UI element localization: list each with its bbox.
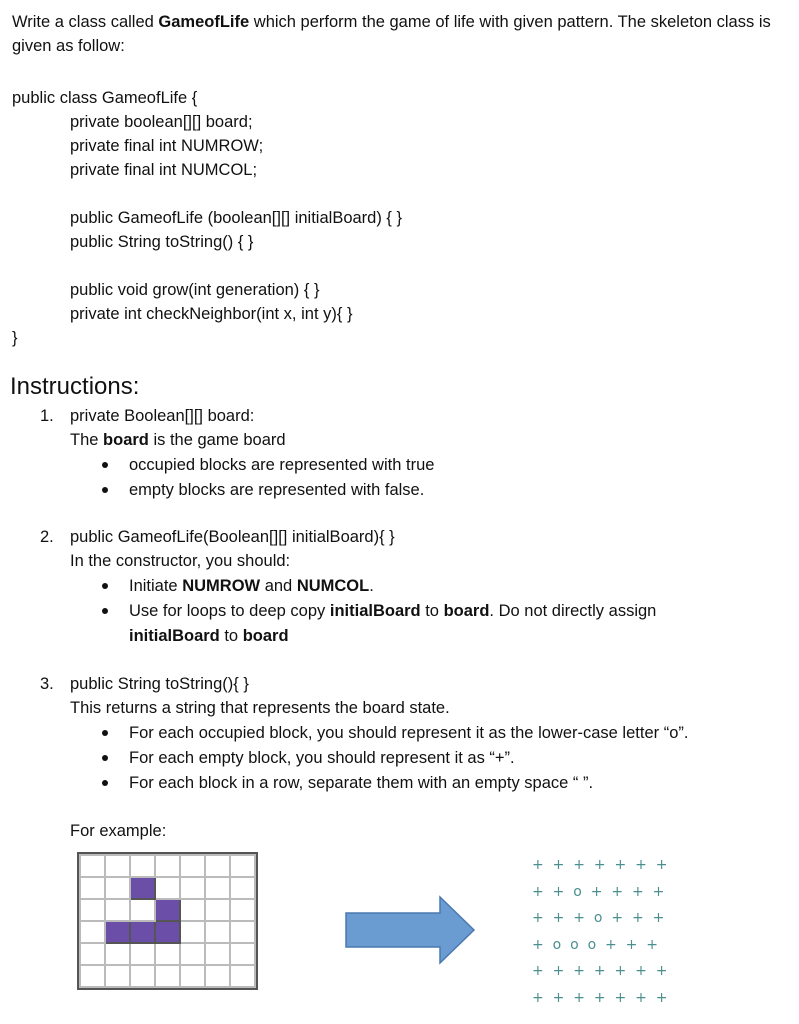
code-skeleton — [12, 86, 402, 350]
grid-cell-empty — [180, 855, 205, 877]
item-description: The board is the game board — [70, 431, 286, 449]
grid-row — [80, 921, 255, 943]
item-number: 3. — [40, 675, 54, 693]
grid-cell-empty — [230, 877, 255, 899]
item-number: 1. — [40, 407, 54, 425]
intro-paragraph — [12, 10, 792, 58]
grid-cell-occupied — [130, 877, 155, 899]
grid-cell-empty — [230, 921, 255, 943]
method-line: public String toString() { } — [70, 233, 254, 251]
grid-row — [80, 943, 255, 965]
instructions-heading: Instructions: — [10, 373, 140, 400]
grid-cell-empty — [230, 965, 255, 987]
item-title: private Boolean[][] board: — [70, 407, 255, 425]
field-line: private final int NUMCOL; — [70, 161, 258, 179]
grid-row — [80, 855, 255, 877]
bullet-dot-icon — [102, 730, 108, 736]
grid-cell-empty — [180, 877, 205, 899]
grid-cell-empty — [130, 855, 155, 877]
grid-row — [80, 877, 255, 899]
method-line: public void grow(int generation) { } — [70, 281, 320, 299]
grid-cell-empty — [105, 965, 130, 987]
method-line: public GameofLife (boolean[][] initialBoard) { } — [70, 209, 403, 227]
item-description: This returns a string that represents the board state. — [70, 699, 450, 717]
grid-row — [80, 899, 255, 921]
grid-cell-empty — [105, 877, 130, 899]
intro-class-name: GameofLife — [158, 13, 250, 31]
grid-cell-empty — [205, 899, 230, 921]
example-label: For example: — [70, 822, 167, 840]
grid-cell-empty — [155, 965, 180, 987]
bullet-dot-icon — [102, 780, 108, 786]
grid-cell-empty — [80, 877, 105, 899]
grid-cell-empty — [180, 899, 205, 921]
grid-cell-empty — [205, 921, 230, 943]
bullet-dot-icon — [102, 487, 108, 493]
grid-cell-empty — [80, 921, 105, 943]
field-line: private final int NUMROW; — [70, 137, 264, 155]
output-line: + + + o + + + — [532, 910, 665, 927]
grid-cell-empty — [205, 965, 230, 987]
grid-cell-occupied — [155, 921, 180, 943]
example-board-grid — [77, 852, 258, 990]
grid-cell-empty — [155, 855, 180, 877]
grid-cell-empty — [155, 877, 180, 899]
grid-cell-empty — [105, 899, 130, 921]
grid-cell-empty — [80, 965, 105, 987]
grid-cell-empty — [180, 965, 205, 987]
grid-cell-empty — [205, 877, 230, 899]
grid-cell-occupied — [155, 899, 180, 921]
output-line: + + o + + + + — [532, 883, 665, 900]
grid-cell-empty — [105, 943, 130, 965]
grid-cell-empty — [80, 855, 105, 877]
grid-cell-empty — [130, 899, 155, 921]
grid-cell-empty — [230, 855, 255, 877]
grid-cell-empty — [155, 943, 180, 965]
grid-cell-empty — [180, 921, 205, 943]
grid-cell-occupied — [130, 921, 155, 943]
grid-cell-empty — [130, 965, 155, 987]
output-line: + + + + + + + — [532, 857, 668, 873]
grid-cell-empty — [205, 943, 230, 965]
grid-row — [80, 965, 255, 987]
output-line: + + + + + + + — [532, 989, 668, 1006]
item-title: public String toString(){ } — [70, 675, 249, 693]
class-close-brace: } — [12, 329, 18, 347]
grid-cell-empty — [230, 899, 255, 921]
item-number: 2. — [40, 528, 54, 546]
example-output — [532, 852, 668, 1012]
bullet-dot-icon — [102, 462, 108, 468]
grid-cell-empty — [80, 943, 105, 965]
grid-cell-occupied — [105, 921, 130, 943]
bullet-dot-icon — [102, 583, 108, 589]
method-line: private int checkNeighbor(int x, int y){ } — [70, 305, 353, 323]
grid-cell-empty — [180, 943, 205, 965]
output-line: + + + + + + + — [532, 963, 668, 980]
field-line: private boolean[][] board; — [70, 113, 253, 131]
bullet-dot-icon — [102, 755, 108, 761]
grid-cell-empty — [230, 943, 255, 965]
grid-cell-empty — [205, 855, 230, 877]
bullet-dot-icon — [102, 608, 108, 614]
item-description: In the constructor, you should: — [70, 552, 291, 570]
grid-cell-empty — [130, 943, 155, 965]
intro-text-suffix: which perform the game of life with given pattern. The skeleton class is given as follow: — [12, 13, 771, 55]
item-title: public GameofLife(Boolean[][] initialBoard){ } — [70, 528, 395, 546]
grid-cell-empty — [80, 899, 105, 921]
intro-text: Write a class called — [12, 13, 159, 31]
output-line: + o o o + + + — [532, 936, 659, 953]
grid-cell-empty — [105, 855, 130, 877]
class-declaration: public class GameofLife { — [12, 89, 198, 107]
right-arrow-icon — [344, 895, 476, 970]
